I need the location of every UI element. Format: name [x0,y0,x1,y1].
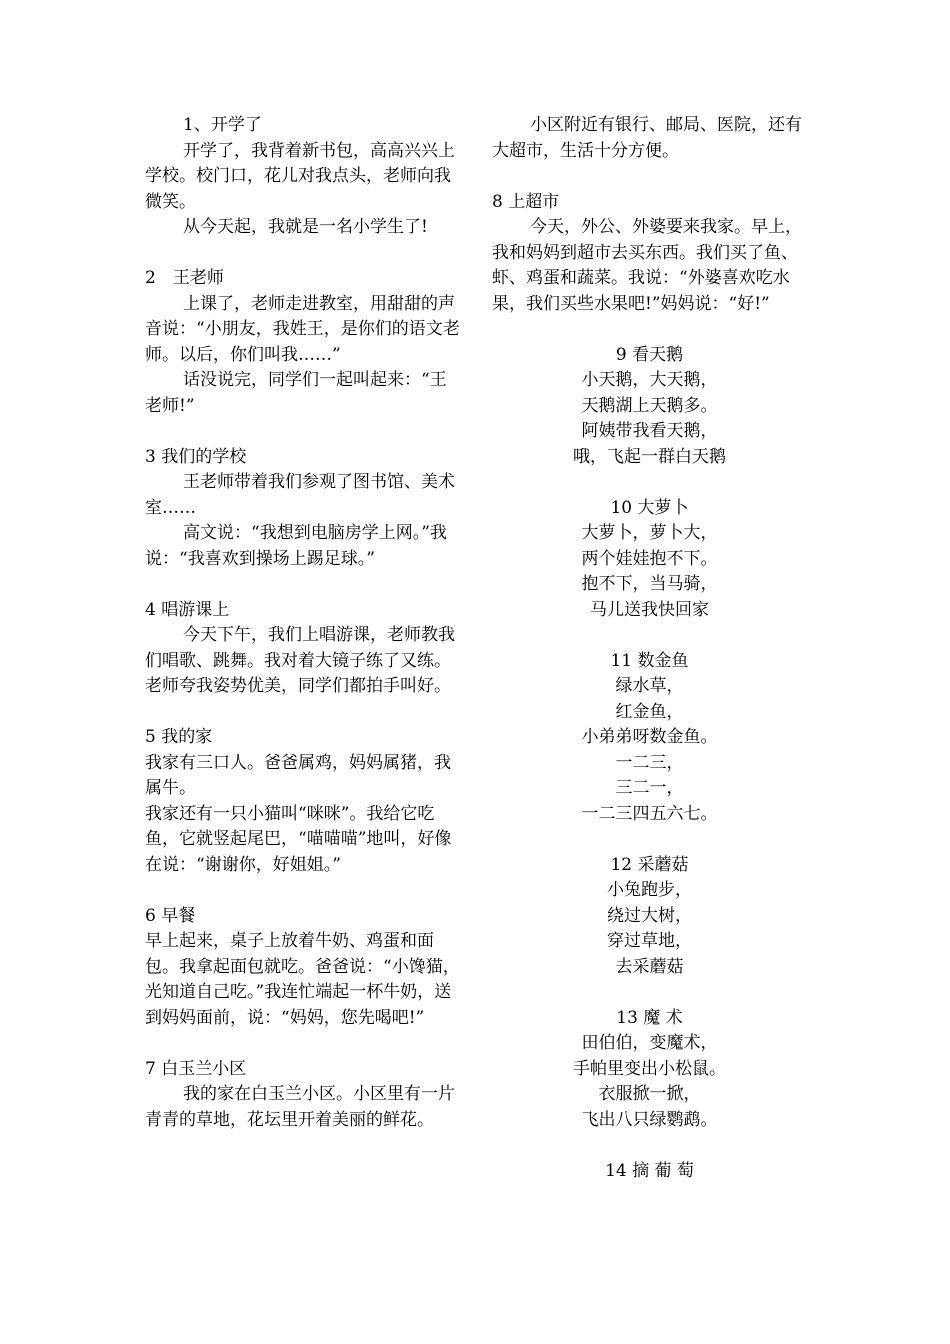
poem-title: 12 采蘑菇 [610,854,689,875]
section-title: 4 唱游课上 [145,599,230,620]
poem-line: 手帕里变出小松鼠。 [573,1058,726,1079]
poem [492,853,807,981]
poem [492,343,807,471]
text-section [145,904,460,1032]
text-section [145,266,460,419]
text-section [145,1057,460,1134]
poem-line: 绕过大树， [607,905,692,926]
paragraph: 开学了，我背着新书包，高高兴兴上学校。校门口，花儿对我点头，老师向我微笑。 [145,140,455,212]
section-title: 3 我们的学校 [145,446,247,467]
paragraph: 我家还有一只小猫叫“咪咪”。我给它吃鱼，它就竖起尾巴，“喵喵喵”地叫，好像在说：“谢谢你，好姐姐。” [145,803,452,875]
paragraph: 我家有三口人。爸爸属鸡，妈妈属猪，我属牛。 [145,752,451,798]
poem-line: 小兔跑步， [607,880,692,900]
poem-title: 13 魔 术 [616,1007,683,1028]
paragraph: 小区附近有银行、邮局、医院，还有大超市，生活十分方便。 [492,115,802,161]
poem-line: 天鹅湖上天鹅多。 [581,395,718,416]
section-title: 2 王老师 [145,268,224,288]
poem-line: 马儿送我快回家 [590,599,709,620]
paragraph: 王老师带着我们参观了图书馆、美术室…… [145,472,455,518]
section-title: 8 上超市 [492,191,560,212]
section-title: 1、开学了 [183,115,262,135]
poem-line: 三二一， [615,778,684,798]
poem-line: 大萝卜，萝卜大， [581,523,718,543]
poem-title: 10 大萝卜 [610,497,689,518]
poem [492,1159,807,1185]
paragraph: 我的家在白玉兰小区。小区里有一片青青的草地，花坛里开着美丽的鲜花。 [145,1084,455,1130]
paragraph: 今天，外公、外婆要来我家。早上，我和妈妈到超市去买东西。我们买了鱼、虾、鸡蛋和蔬菜。我说：“外婆喜欢吃水果，我们买些水果吧!”妈妈说：“好!” [492,217,802,314]
poem-line: 抱不下，当马骑， [581,574,718,594]
poem-line: 一二三四五六七。 [581,803,718,824]
poem-line: 哦，飞起一群白天鹅 [573,446,726,467]
poem-line: 阿姨带我看天鹅， [581,421,718,441]
left-column [145,113,460,1159]
section-title: 5 我的家 [145,727,213,747]
right-column [492,113,807,1210]
text-section [145,725,460,878]
poem [492,496,807,624]
poem-line: 穿过草地， [607,931,692,951]
section-title: 6 早餐 [145,905,196,926]
poem-line: 田伯伯，变魔术， [581,1033,718,1053]
poem-line: 一二三， [615,752,684,773]
text-section [492,190,807,318]
paragraph: 今天下午，我们上唱游课，老师教我们唱歌、跳舞。我对着大镜子练了又练。老师夸我姿势优美，同学们都拍手叫好。 [145,625,455,696]
paragraph: 早上起来，桌子上放着牛奶、鸡蛋和面包。我拿起面包就吃。爸爸说：“小馋猫，光知道自己吃。”我连忙端起一杯牛奶，送到妈妈面前，说：“妈妈，您先喝吧!” [145,931,460,1028]
poem-line: 小弟弟呀数金鱼。 [581,727,718,747]
paragraph: 话没说完，同学们一起叫起来：“王老师!” [145,370,447,416]
text-section [145,113,460,241]
poem-line: 飞出八只绿鹦鹉。 [581,1109,718,1130]
poem-line: 绿水草， [615,676,684,696]
poem-line: 去采蘑菇 [615,956,684,977]
poem-line: 衣服掀一掀， [598,1084,701,1104]
poem-line: 小天鹅，大天鹅， [581,370,718,390]
poem-title: 9 看天鹅 [615,344,684,365]
poem-title: 11 数金鱼 [610,650,689,671]
section-title: 7 白玉兰小区 [145,1058,247,1079]
poem [492,1006,807,1134]
text-section [145,445,460,573]
text-section [145,598,460,700]
poem [492,649,807,828]
poem-line: 两个娃娃抱不下。 [581,548,718,569]
paragraph: 从今天起，我就是一名小学生了! [183,217,428,237]
poem-line: 红金鱼， [615,701,684,722]
paragraph: 上课了，老师走进教室，用甜甜的声音说：“小朋友，我姓王，是你们的语文老师。以后，你们叫我……” [145,293,460,365]
text-section [492,113,807,164]
paragraph: 高文说：“我想到电脑房学上网。”我说：“我喜欢到操场上踢足球。” [145,523,447,569]
poem-title: 14 摘 葡 萄 [605,1160,694,1181]
